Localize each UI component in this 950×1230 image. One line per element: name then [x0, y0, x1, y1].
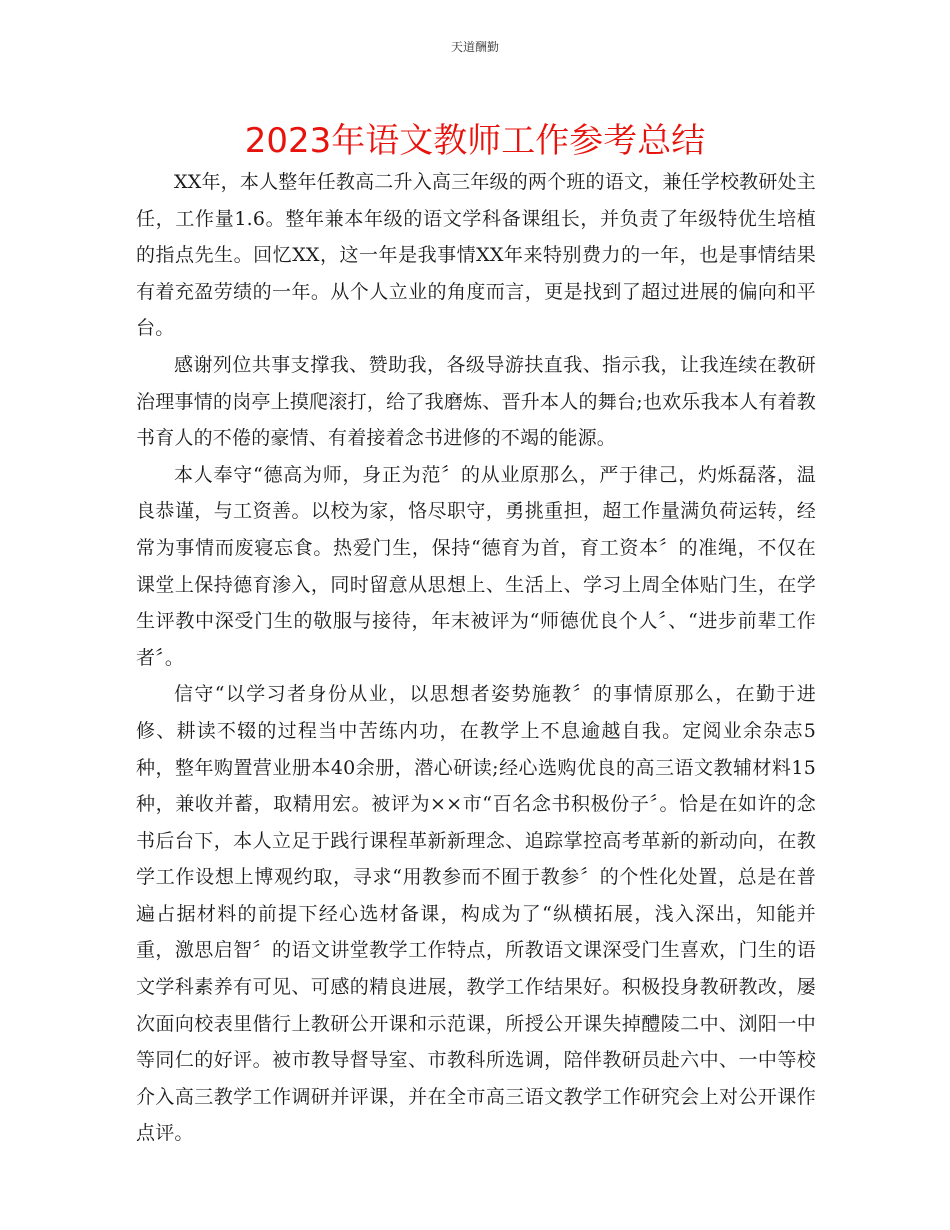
paragraph-1: XX年，本人整年任教高二升入高三年级的两个班的语文，兼任学校教研处主任，工作量1.6。整年兼本年级的语文学科备课组长，并负责了年级特优生培植的指点先生。回忆XX，这一年是我事情XX年来特别费力的一年，也是事情结果有着充盈劳绩的一年。从个人立业的角度而言，更是找到了超过进展的偏向和平台。 — [136, 171, 816, 340]
paragraph-4: 信守“以学习者身份从业，以思想者姿势施教〞的事情原那么，在勤于进修、耕读不辍的过程当中苦练内功，在教学上不息逾越自我。定阅业余杂志5种，整年购置营业册本40余册，潜心研读;经心选购优良的高三语文教辅材料15种，兼收并蓄，取精用宏。被评为××市“百名念书积极份子〞。恰是在如许的念书后台下，本人立足于践行课程革新新理念、追踪掌控高考革新的新动向，在教学工作设想上博观约取，寻求“用教参而不囿于教参〞的个性化处置，总是在普遍占据材料的前提下经心选材备课，构成为了“纵横拓展，浅入深出，知能并重，激思启智〞的语文讲堂教学工作特点，所教语文课深受门生喜欢，门生的语文学科素养有可见、可感的精良进展，教学工作结果好。积极投身教研教改，屡次面向校表里偕行上教研公开课和示范课，所授公开课失掉醴陵二中、浏阳一中等同仁的好评。被市教导督导室、市教科所选调，陪伴教研员赴六中、一中等校介入高三教学工作调研并评课，并在全市高三语文教学工作研究会上对公开课作点评。 — [136, 683, 816, 1145]
document-body — [136, 164, 816, 1152]
paragraph-2: 感谢列位共事支撑我、赞助我，各级导游扶直我、指示我，让我连续在教研治理事情的岗亭上摸爬滚打，给了我磨炼、晋升本人的舞台;也欢乐我本人有着教书育人的不倦的豪情、有着接着念书进修的不竭的能源。 — [136, 353, 816, 450]
paragraph-3: 本人奉守“德高为师，身正为范〞的从业原那么，严于律己，灼烁磊落，温良恭谨，与工资善。以校为家，恪尽职守，勇挑重担，超工作量满负荷运转，经常为事情而废寝忘食。热爱门生，保持“德育为首，育工资本〞的准绳，不仅在课堂上保持德育渗入，同时留意从思想上、生活上、学习上周全体贴门生，在学生评教中深受门生的敬服与接待，年末被评为“师德优良个人〞、“进步前辈工作者〞。 — [136, 463, 816, 669]
page-header: 天道酬勤 — [450, 40, 499, 54]
document-title: 2023年语文教师工作参考总结 — [244, 121, 706, 161]
